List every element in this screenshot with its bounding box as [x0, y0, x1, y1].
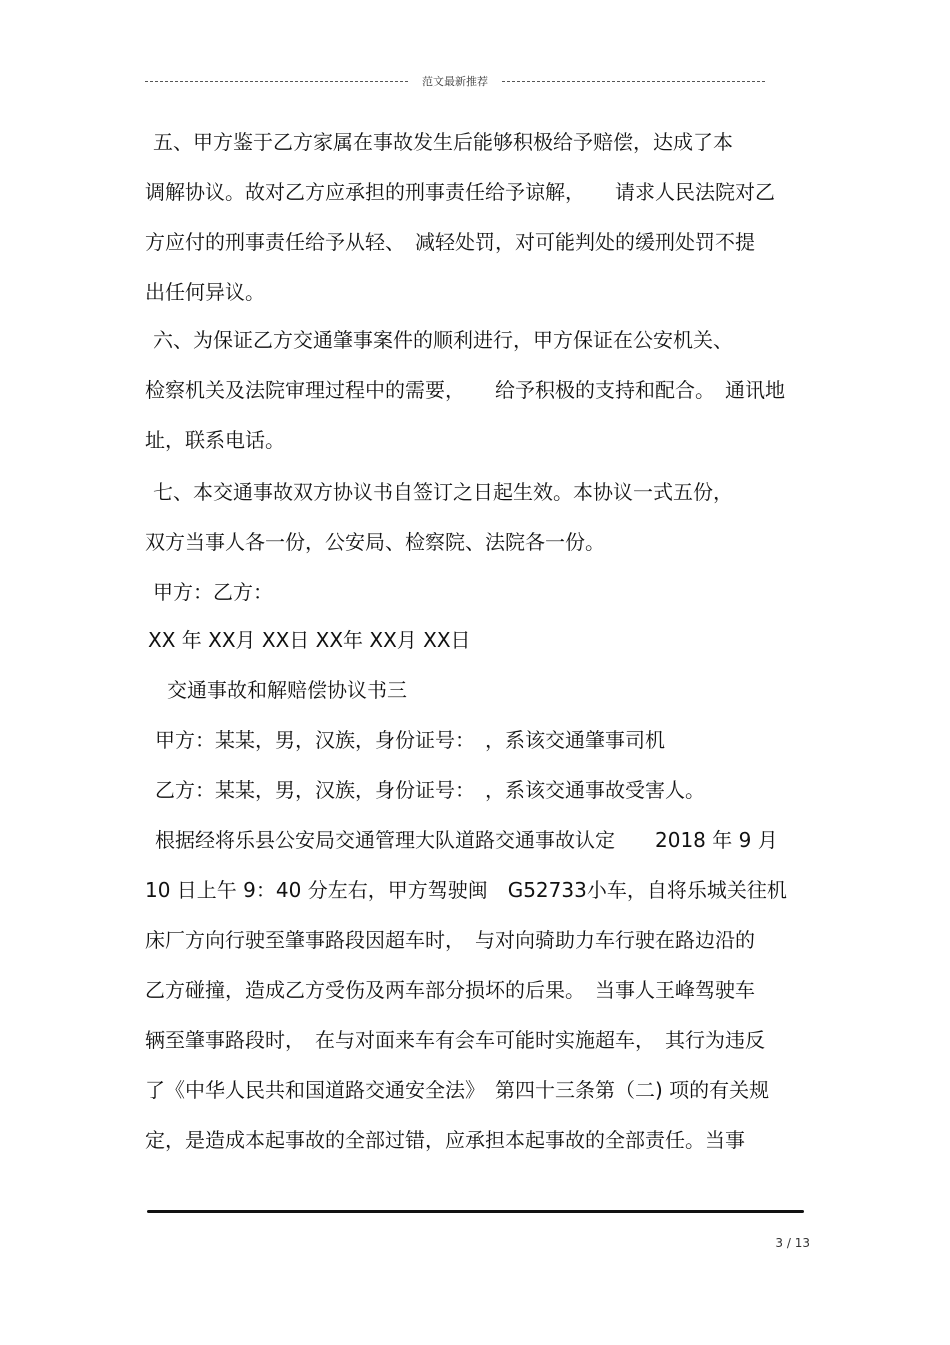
- body-line: 乙方碰撞，造成乙方受伤及两车部分损坏的后果。 当事人王峰驾驶车: [145, 978, 755, 1002]
- body-line: 10 日上午 9：40 分左右，甲方驾驶闽 G52733小车，自将乐城关往机: [145, 878, 787, 902]
- body-line: 出任何异议。: [145, 280, 265, 304]
- header-dash-right: [502, 81, 765, 82]
- body-line: 五、甲方鉴于乙方家属在事故发生后能够积极给予赔偿，达成了本: [153, 130, 733, 154]
- header-title: 范文最新推荐: [422, 75, 488, 88]
- header-dash-left: [145, 81, 408, 82]
- body-line: 辆至肇事路段时， 在与对面来车有会车可能时实施超车， 其行为违反: [145, 1028, 765, 1052]
- page-number: 3 / 13: [775, 1236, 810, 1250]
- body-line: 七、本交通事故双方协议书自签订之日起生效。本协议一式五份，: [153, 480, 733, 504]
- party-b-line: 乙方：某某，男，汉族，身份证号： ，系该交通事故受害人。: [155, 778, 705, 802]
- page-header: [145, 70, 765, 92]
- body-line: 床厂方向行驶至肇事路段因超车时， 与对向骑助力车行驶在路边沿的: [145, 928, 755, 952]
- body-line: 了《中华人民共和国道路交通安全法》 第四十三条第（二) 项的有关规: [145, 1078, 770, 1102]
- section-title: 交通事故和解赔偿协议书三: [167, 678, 407, 702]
- signature-line: 甲方：乙方：: [153, 580, 273, 604]
- body-line: 调解协议。故对乙方应承担的刑事责任给予谅解， 请求人民法院对乙: [145, 180, 775, 204]
- body-line: 检察机关及法院审理过程中的需要， 给予积极的支持和配合。 通讯地: [145, 378, 785, 402]
- body-line: 根据经将乐县公安局交通管理大队道路交通事故认定 2018 年 9 月: [155, 828, 778, 852]
- body-line: 址，联系电话。: [145, 428, 285, 452]
- body-line: 定，是造成本起事故的全部过错，应承担本起事故的全部责任。当事: [145, 1128, 745, 1152]
- party-a-line: 甲方：某某，男，汉族，身份证号： ，系该交通肇事司机: [155, 728, 665, 752]
- date-line: XX 年 XX月 XX日 XX年 XX月 XX日: [148, 628, 471, 652]
- body-line: 方应付的刑事责任给予从轻、 减轻处罚，对可能判处的缓刑处罚不提: [145, 230, 755, 254]
- body-line: 六、为保证乙方交通肇事案件的顺利进行，甲方保证在公安机关、: [153, 328, 733, 352]
- footer-rule: [147, 1210, 804, 1213]
- body-line: 双方当事人各一份，公安局、检察院、法院各一份。: [145, 530, 605, 554]
